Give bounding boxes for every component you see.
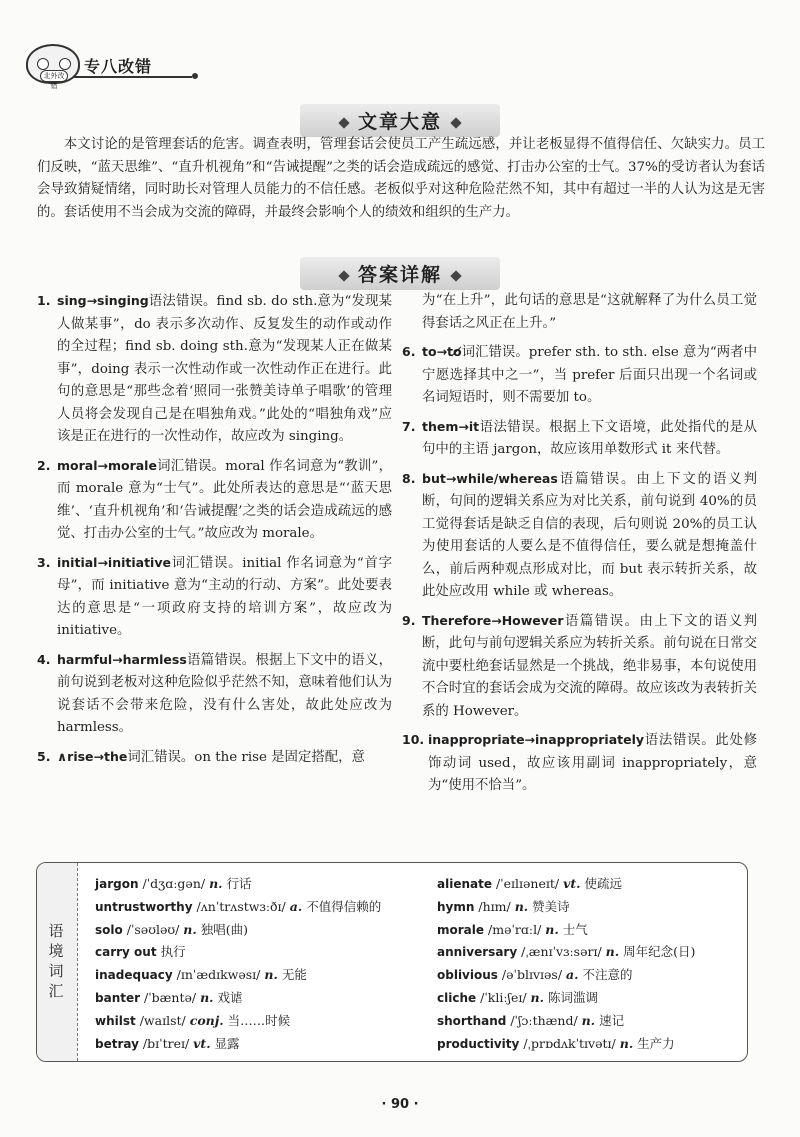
- answer-item: [37, 455, 392, 546]
- vocab-entry: solo /ˈsəʊləʊ/ n. 独唱(曲): [95, 921, 248, 937]
- summary-title-bar: [0, 104, 800, 137]
- answer-number: 8.: [402, 470, 416, 486]
- logo-text: 北外改错: [40, 70, 68, 82]
- answer-correction: Therefore→However: [422, 612, 564, 628]
- answer-number: 2.: [37, 457, 51, 473]
- answer-explanation: 词汇错误。on the rise 是固定搭配，意: [127, 749, 365, 765]
- answers-title-bar: [0, 257, 800, 290]
- answer-explanation: 语篇错误。由上下文的语义判断，此句与前句逻辑关系应为转折关系。前句说在日常交流中要杜绝套话显然是一个挑战，绝非易事，本句说使用不合时宜的套话会成为交流的障碍。故应该改为表转折关系的 However。: [422, 613, 757, 719]
- answer-number: 3.: [37, 554, 51, 570]
- answer-number: 9.: [402, 612, 416, 628]
- answer-correction: initial→initiative: [57, 554, 171, 570]
- summary-title: 文章大意: [357, 111, 442, 133]
- answer-item: [37, 552, 392, 643]
- answer-correction: sing→singing: [57, 293, 149, 308]
- logo-eye: [59, 58, 71, 70]
- answer-explanation: 语篇错误。由上下文的语义判断，句间的逻辑关系应为对比关系，前句说到 40%的员工觉得套话是缺乏自信的表现，后句则说 20%的员工认为使用套话的人要么是不值得信任，要么就是想掩盖什么，前后两种观点形成对比，而 but 表示转折关系，故此处应改用 while 或 whereas。: [422, 471, 757, 599]
- answers-title-box: [300, 257, 500, 290]
- vocab-entry: jargon /ˈdʒɑːgən/ n. 行话: [95, 876, 252, 891]
- diamond-icon: [338, 270, 349, 281]
- answer-explanation: 词汇错误。prefer sth. to sth. else 意为“两者中宁愿选择其中之一”，当 prefer 后面只出现一个名词或名词短语时，则不需要加 to。: [422, 345, 757, 405]
- answer-explanation: 语篇错误。根据上下文中的语义，前句说到老板对这种危险似乎茫然不知，意味着他们认为说套话不会带来危险，没有什么害处，故此处应改为 harmless。: [57, 652, 392, 735]
- answer-explanation: 词汇错误。initial 作名词意为“首字母”，而 initiative 意为“主动的行动、方案”。此处要表达的意思是“一项政府支持的培训方案”，故应改为 initiative。: [57, 555, 392, 638]
- chapter-title: 专八改错: [84, 57, 153, 76]
- vocab-entry: alienate /ˈeɪlɪəneɪt/ vt. 使疏远: [437, 876, 622, 891]
- vocab-entry: productivity /ˌprɒdʌkˈtɪvətɪ/ n. 生产力: [437, 1035, 675, 1051]
- answer-correction: harmful→harmless: [57, 651, 187, 667]
- answer-correction: inappropriate→inappropriately: [428, 732, 645, 747]
- header-rule: [74, 76, 192, 78]
- answer-number: 7.: [402, 418, 416, 434]
- answer-item: [402, 416, 757, 462]
- vocab-entry: cliche /ˈkliːʃeɪ/ n. 陈词滥调: [437, 989, 598, 1005]
- answer-item: [402, 341, 757, 410]
- vocab-entry: untrustworthy /ʌnˈtrʌstwɜːðɪ/ a. 不值得信赖的: [95, 898, 382, 914]
- answer-correction: to→to̸: [422, 344, 462, 359]
- answer-item: [37, 290, 392, 449]
- answers-left-column: [37, 290, 392, 775]
- vocab-entry: inadequacy /ɪnˈædɪkwəsɪ/ n. 无能: [95, 967, 307, 983]
- diamond-icon: [450, 270, 461, 281]
- answers-right-column: [402, 290, 757, 804]
- diamond-icon: [450, 117, 461, 128]
- answer-explanation: 语法错误。find sb. do sth.意为“发现某人做某事”，do 表示多次动作、反复发生的动作或动作的全过程；find sb. doing sth.意为“发现某人正在做某事”，doing 表示一次性动作或一次性动作正在进行。此句的意思是“那些念着‘照同一张赞美诗单子唱歌’的管理人员将会发现自己是在唱独角戏。”此处的“唱独角戏”应该是正在进行的一次性动作，故应改为 singing。: [57, 294, 392, 444]
- page-number: · 90 ·: [381, 1097, 419, 1112]
- answer-item: [402, 610, 757, 724]
- header-rule-dot: [192, 73, 198, 79]
- vocab-entry: carry out 执行: [95, 944, 186, 960]
- answer-continuation: 为“在上升”，此句话的意思是“这就解释了为什么员工觉得套话之风正在上升。”: [422, 293, 757, 331]
- answer-correction: but→while/whereas: [422, 470, 558, 486]
- summary-text: 本文讨论的是管理套话的危害。调查表明，管理套话会使员工产生疏远感，并让老板显得不值得信任、欠缺实力。员工们反映，“蓝天思维”、“直升机视角”和“告诫提醒”之类的话会造成疏远的感觉、打击办公室的士气。37%的受访者认为套话会导致猜疑情绪，同时助长对管理人员能力的不信任感。老板似乎对这种危险茫然不知，其中有超过一半的人认为这是无害的。套话使用不当会成为交流的障碍，并最终会影响个人的绩效和组织的生产力。: [37, 137, 765, 220]
- vocabulary-label: 语境词汇: [48, 922, 64, 1000]
- answer-number: 4.: [37, 651, 51, 667]
- vocab-entry: oblivious /əˈblɪvɪəs/ a. 不注意的: [437, 967, 633, 983]
- vocabulary-left-column: [95, 873, 425, 1055]
- vocabulary-box: [36, 862, 748, 1062]
- answer-number: 10.: [402, 732, 425, 747]
- answer-number: 1.: [37, 293, 51, 308]
- vocab-entry: anniversary /ˌænɪˈvɜːsərɪ/ n. 周年纪念(日): [437, 944, 696, 960]
- vocab-entry: shorthand /ˈʃɔːthænd/ n. 速记: [437, 1012, 625, 1028]
- answer-explanation: 语法错误。根据上下文语境，此处指代的是从句中的主语 jargon，故应该用单数形式 it 来代替。: [422, 419, 757, 457]
- diamond-icon: [338, 117, 349, 128]
- answer-explanation: 词汇错误。moral 作名词意为“教训”，而 morale 意为“士气”。此处所表达的意思是“‘蓝天思维’、‘直升机视角’和‘告诫提醒’之类的话会造成疏远的感觉、打击办公室的士气。”故应改为 morale。: [57, 458, 392, 541]
- answer-item: [37, 649, 392, 740]
- logo-eye: [37, 58, 49, 70]
- answer-number: 5.: [37, 748, 51, 764]
- answers-title: 答案详解: [357, 264, 442, 286]
- answer-item: [402, 468, 757, 604]
- vocab-entry: morale /məˈrɑːl/ n. 士气: [437, 921, 588, 937]
- vocab-entry: betray /bɪˈtreɪ/ vt. 显露: [95, 1035, 240, 1051]
- answer-explanation: 语法错误。此处修饰动词 used，故应该用副词 inappropriately，意为“使用不恰当”。: [428, 733, 757, 793]
- vocabulary-label-strip: [37, 863, 78, 1061]
- answer-item: [402, 729, 757, 798]
- chapter-header: [26, 40, 186, 90]
- vocab-entry: whilst /waɪlst/ conj. 当……时候: [95, 1012, 291, 1028]
- answer-item: [37, 746, 392, 770]
- vocab-entry: hymn /hɪm/ n. 赞美诗: [437, 898, 570, 914]
- answer-correction: ∧rise→the: [57, 748, 128, 764]
- vocab-entry: banter /ˈbæntə/ n. 戏谑: [95, 989, 243, 1005]
- summary-title-box: [300, 104, 500, 137]
- answer-number: 6.: [402, 344, 416, 359]
- vocabulary-right-column: [437, 873, 737, 1055]
- answer-correction: moral→morale: [57, 457, 157, 473]
- answer-correction: them→it: [422, 418, 480, 434]
- frog-logo-icon: [26, 44, 80, 90]
